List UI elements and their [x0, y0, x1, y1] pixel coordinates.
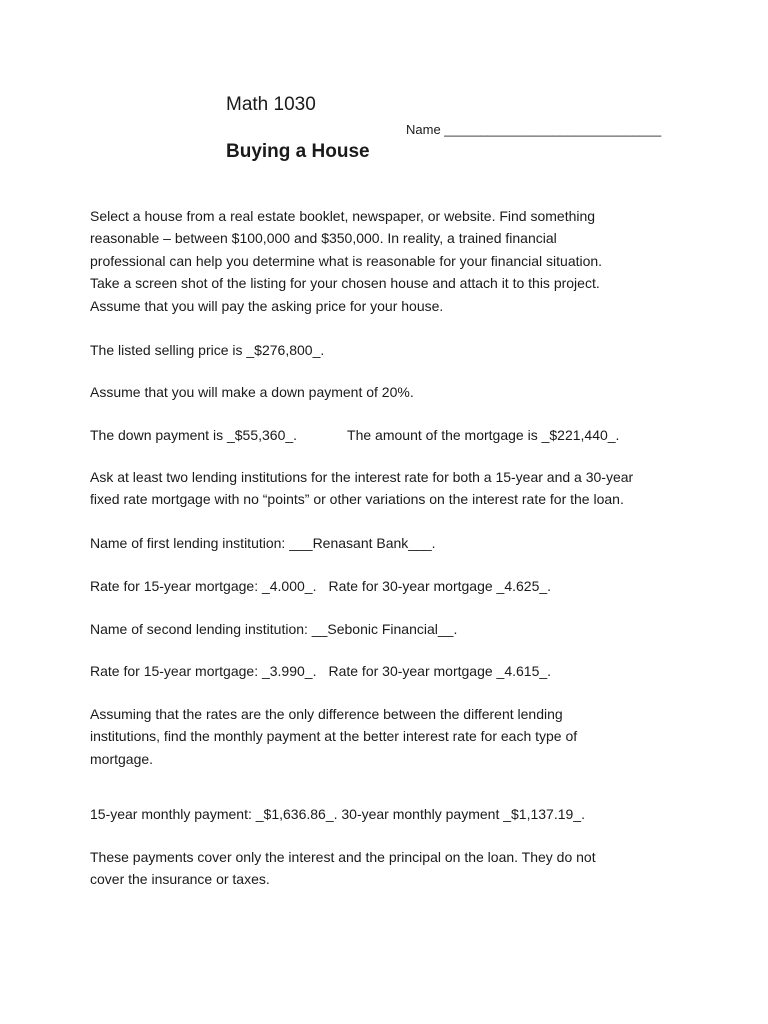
intro-line: Assume that you will pay the asking price for your house.	[90, 297, 444, 314]
coverage-note-line: These payments cover only the interest and the principal on the loan. They do not	[90, 849, 596, 865]
monthly-instructions-line: mortgage.	[90, 750, 154, 767]
name-field: Name ______________________________	[406, 122, 662, 137]
second-institution-line: Name of second lending institution: __Sebonic Financial__.	[90, 621, 458, 637]
monthly-instructions-line: institutions, find the monthly payment at the better interest rate for each type of	[90, 728, 578, 745]
coverage-note-line: cover the insurance or taxes.	[90, 871, 270, 888]
coverage-note	[90, 846, 690, 891]
page-title: Buying a House	[226, 141, 370, 162]
down-payment-assumption: Assume that you will make a down payment of 20%.	[90, 384, 414, 400]
intro-paragraph	[90, 205, 690, 317]
selling-price-line: The listed selling price is _$276,800_.	[90, 342, 325, 358]
mortgage-amount: The amount of the mortgage is _$221,440_.	[347, 427, 620, 443]
first-rate-15: Rate for 15-year mortgage: _4.000_.	[90, 578, 317, 594]
first-rate-30: Rate for 30-year mortgage _4.625_.	[328, 578, 552, 594]
second-rate-15: Rate for 15-year mortgage: _3.990_.	[90, 663, 317, 679]
lending-instructions-line: Ask at least two lending institutions for the interest rate for both a 15-year and a 30-year	[90, 469, 634, 485]
second-rates-line	[90, 660, 690, 682]
monthly-instructions-line: Assuming that the rates are the only difference between the different lending	[90, 706, 563, 722]
lending-instructions-line: fixed rate mortgage with no “points” or other variations on the interest rate for the loan.	[90, 491, 624, 508]
monthly-instructions	[90, 703, 690, 770]
first-institution-line: Name of first lending institution: ___Renasant Bank___.	[90, 535, 436, 551]
down-payment-line	[90, 424, 690, 446]
intro-line: Take a screen shot of the listing for your chosen house and attach it to this project.	[90, 275, 600, 292]
course-title: Math 1030	[226, 94, 316, 115]
lending-instructions	[90, 466, 690, 511]
down-payment-amount: The down payment is _$55,360_.	[90, 427, 298, 443]
first-rates-line	[90, 575, 690, 597]
intro-line: Select a house from a real estate booklet, newspaper, or website. Find something	[90, 208, 596, 224]
monthly-payments-line: 15-year monthly payment: _$1,636.86_. 30-year monthly payment _$1,137.19_.	[90, 806, 585, 822]
second-rate-30: Rate for 30-year mortgage _4.615_.	[328, 663, 552, 679]
intro-line: reasonable – between $100,000 and $350,000. In reality, a trained financial	[90, 230, 557, 247]
intro-line: professional can help you determine what is reasonable for your financial situation.	[90, 252, 603, 269]
